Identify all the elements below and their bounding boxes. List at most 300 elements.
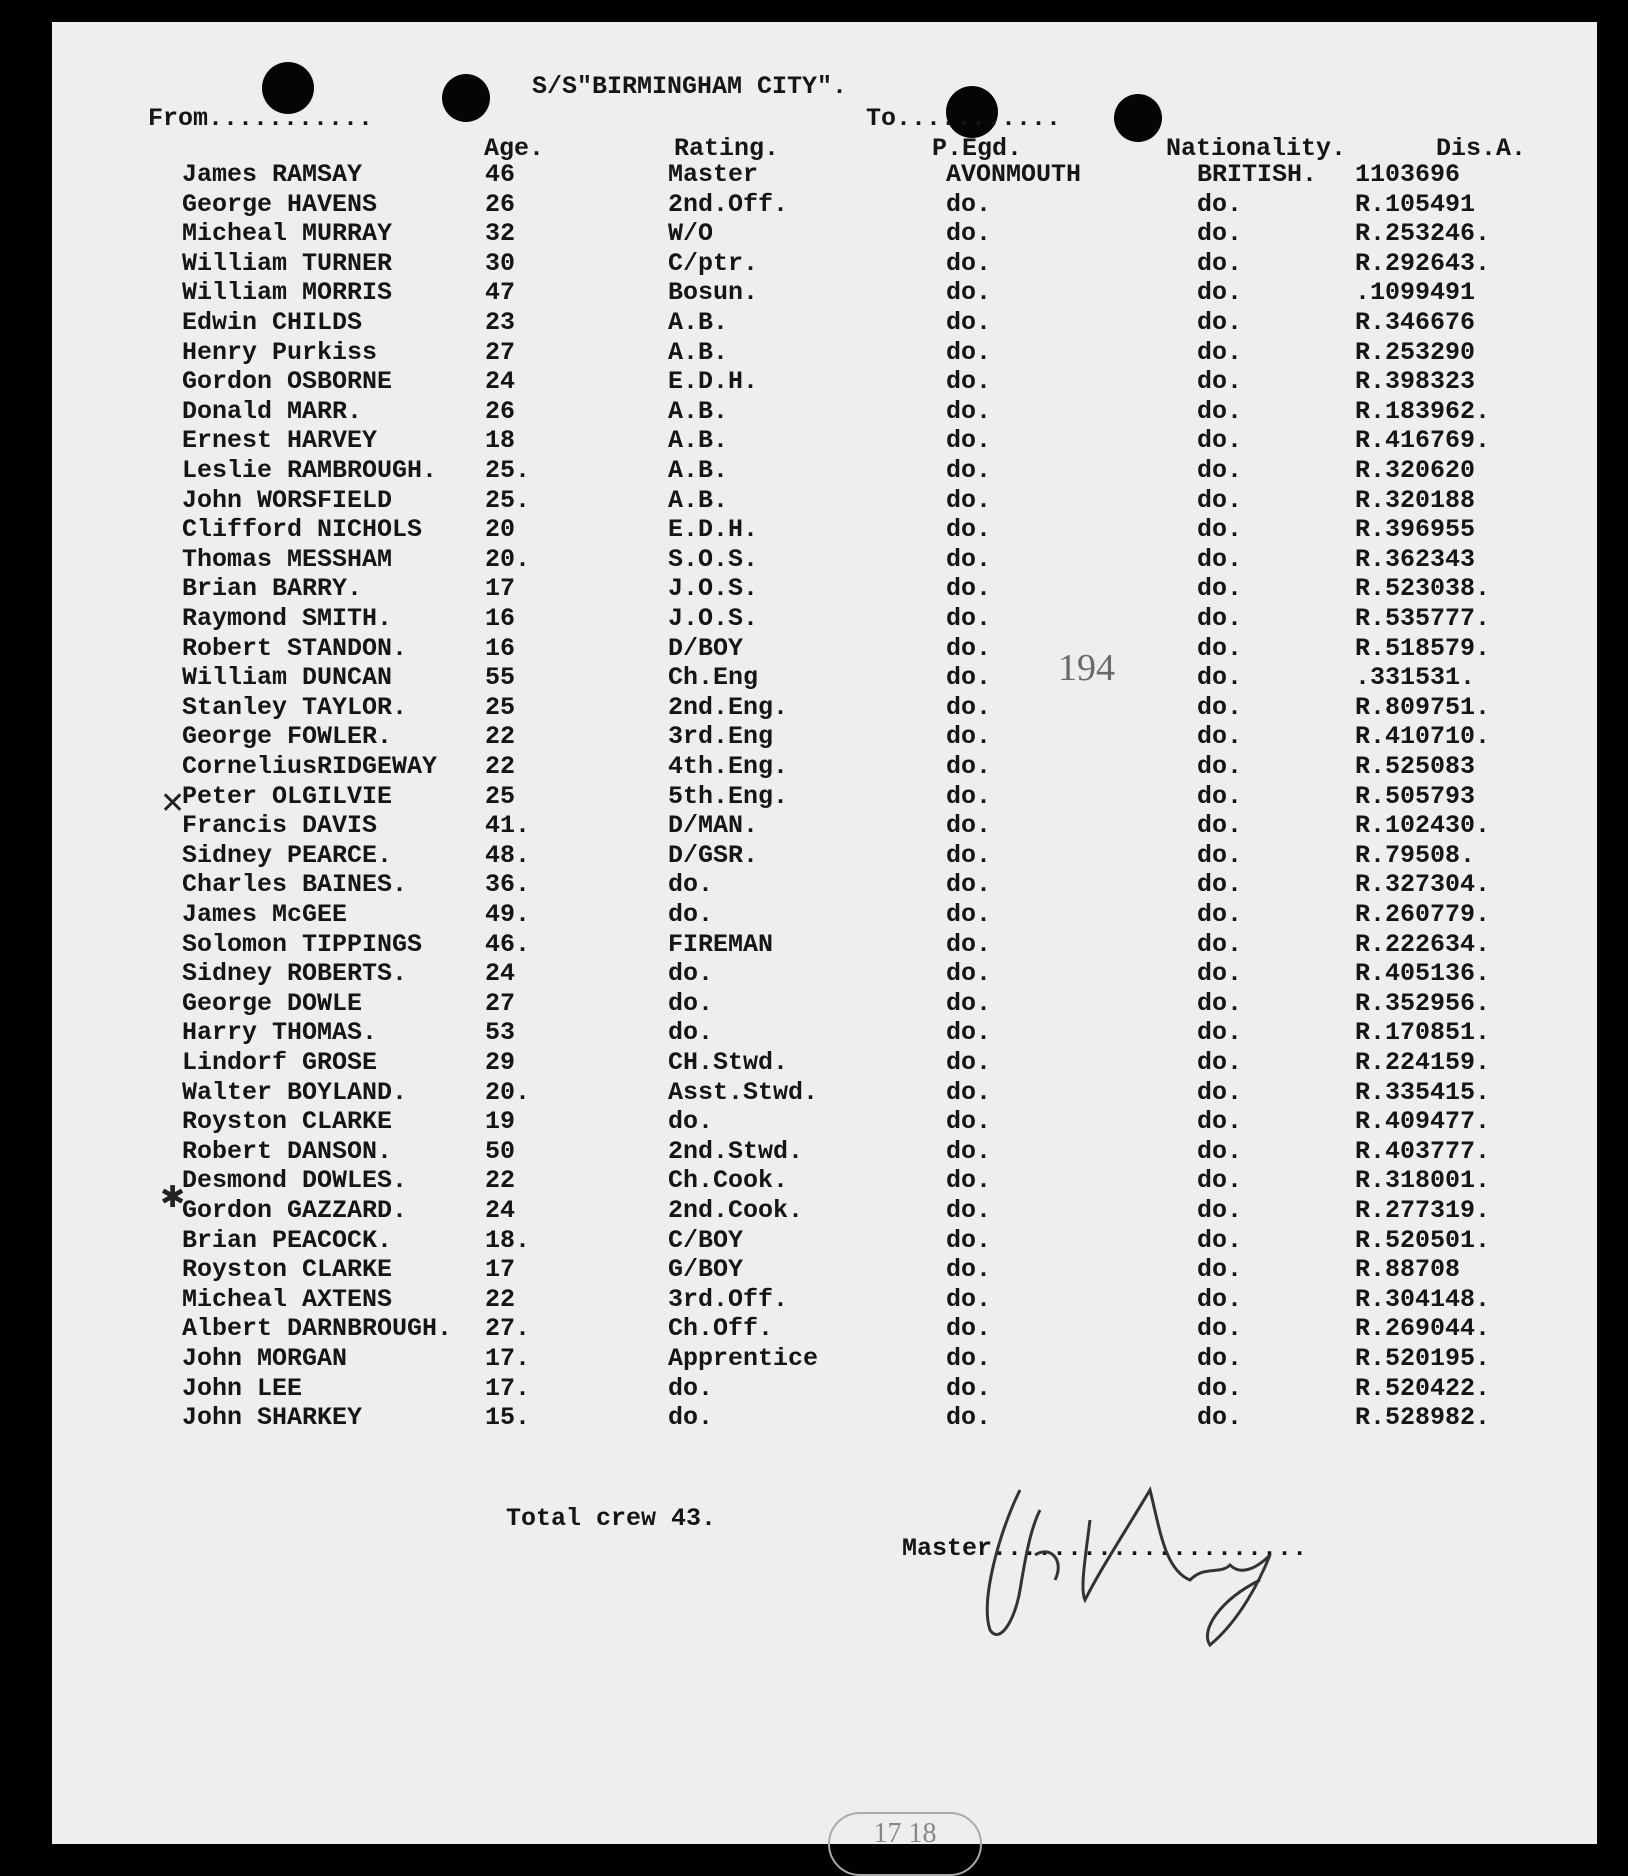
crew-rating: E.D.H. bbox=[668, 367, 759, 397]
table-row bbox=[0, 397, 1628, 427]
table-row bbox=[0, 870, 1628, 900]
crew-nationality: do. bbox=[1197, 1314, 1243, 1344]
crew-dis-number: R.327304. bbox=[1355, 870, 1491, 900]
crew-name: Micheal MURRAY bbox=[182, 219, 393, 249]
crew-port: do. bbox=[946, 840, 992, 870]
column-header-nationality: Nationality. bbox=[1166, 134, 1347, 163]
crew-rating: Apprentice bbox=[668, 1344, 819, 1373]
crew-name: John MORGAN bbox=[182, 1344, 348, 1373]
crew-nationality: do. bbox=[1197, 900, 1243, 929]
crew-nationality: do. bbox=[1197, 1225, 1243, 1255]
crew-age: 17. bbox=[485, 1344, 531, 1373]
column-header-port: P.Egd. bbox=[932, 134, 1023, 163]
crew-port: do. bbox=[946, 248, 992, 278]
crew-name: Peter OLGILVIE bbox=[182, 781, 393, 811]
crew-name: William TURNER bbox=[182, 248, 393, 278]
crew-nationality: do. bbox=[1197, 1077, 1243, 1107]
crew-name: CorneliusRIDGEWAY bbox=[182, 752, 438, 781]
crew-name: Sidney ROBERTS. bbox=[182, 959, 408, 989]
crew-dis-number: R.396955 bbox=[1355, 515, 1476, 545]
crew-port: do. bbox=[946, 604, 992, 633]
crew-nationality: do. bbox=[1197, 870, 1243, 900]
table-row bbox=[0, 752, 1628, 782]
crew-port: do. bbox=[946, 811, 992, 841]
crew-name: Robert DANSON. bbox=[182, 1136, 393, 1166]
table-row bbox=[0, 604, 1628, 634]
table-row bbox=[0, 338, 1628, 368]
crew-name: John LEE bbox=[182, 1373, 303, 1403]
crew-rating: A.B. bbox=[668, 308, 729, 337]
crew-rating: A.B. bbox=[668, 426, 729, 456]
crew-nationality: do. bbox=[1197, 278, 1243, 308]
crew-nationality: BRITISH. bbox=[1197, 160, 1318, 189]
crew-nationality: do. bbox=[1197, 811, 1243, 841]
crew-age: 18 bbox=[485, 426, 516, 456]
crew-nationality: do. bbox=[1197, 337, 1243, 367]
crew-rating: Ch.Off. bbox=[668, 1314, 774, 1344]
crew-dis-number: R.224159. bbox=[1355, 1048, 1491, 1077]
crew-rating: 2nd.Cook. bbox=[668, 1196, 804, 1225]
crew-dis-number: R.88708 bbox=[1355, 1255, 1461, 1285]
crew-name: Francis DAVIS bbox=[182, 811, 378, 841]
crew-dis-number: R.403777. bbox=[1355, 1136, 1491, 1166]
crew-age: 25. bbox=[485, 485, 531, 515]
crew-port: do. bbox=[946, 722, 992, 752]
table-row bbox=[0, 782, 1628, 812]
crew-dis-number: R.335415. bbox=[1355, 1077, 1491, 1107]
crew-age: 22 bbox=[485, 722, 516, 752]
crew-nationality: do. bbox=[1197, 1107, 1243, 1137]
table-row bbox=[0, 1314, 1628, 1344]
crew-name: Thomas MESSHAM bbox=[182, 544, 393, 574]
crew-rating: A.B. bbox=[668, 456, 729, 485]
crew-dis-number: R.253290 bbox=[1355, 337, 1476, 367]
crew-dis-number: R.102430. bbox=[1355, 811, 1491, 841]
crew-dis-number: R.79508. bbox=[1355, 840, 1476, 870]
crew-port: do. bbox=[946, 633, 992, 663]
crew-dis-number: R.520422. bbox=[1355, 1373, 1491, 1403]
crew-rating: Ch.Cook. bbox=[668, 1166, 789, 1196]
crew-age: 18. bbox=[485, 1225, 531, 1255]
crew-rating: 3rd.Off. bbox=[668, 1284, 789, 1314]
crew-dis-number: R.518579. bbox=[1355, 633, 1491, 663]
crew-nationality: do. bbox=[1197, 840, 1243, 870]
crew-age: 17. bbox=[485, 1373, 531, 1403]
crew-age: 17 bbox=[485, 574, 516, 604]
crew-rating: do. bbox=[668, 959, 714, 989]
table-row bbox=[0, 160, 1628, 190]
crew-age: 53 bbox=[485, 1018, 516, 1048]
table-row bbox=[0, 959, 1628, 989]
crew-name: James RAMSAY bbox=[182, 160, 363, 189]
crew-dis-number: R.405136. bbox=[1355, 959, 1491, 989]
crew-nationality: do. bbox=[1197, 1344, 1243, 1373]
table-row bbox=[0, 634, 1628, 664]
table-row bbox=[0, 1403, 1628, 1433]
crew-dis-number: R.260779. bbox=[1355, 900, 1491, 929]
crew-age: 16 bbox=[485, 604, 516, 633]
crew-age: 22 bbox=[485, 752, 516, 781]
crew-dis-number: R.523038. bbox=[1355, 574, 1491, 604]
crew-nationality: do. bbox=[1197, 219, 1243, 249]
crew-name: Lindorf GROSE bbox=[182, 1048, 378, 1077]
crew-dis-number: R.535777. bbox=[1355, 604, 1491, 633]
crew-rating: D/GSR. bbox=[668, 840, 759, 870]
crew-dis-number: R.253246. bbox=[1355, 219, 1491, 249]
crew-port: do. bbox=[946, 308, 992, 337]
crew-name: Gordon OSBORNE bbox=[182, 367, 393, 397]
table-row bbox=[0, 1137, 1628, 1167]
crew-name: George HAVENS bbox=[182, 189, 378, 219]
table-row bbox=[0, 545, 1628, 575]
crew-age: 15. bbox=[485, 1403, 531, 1433]
crew-age: 36. bbox=[485, 870, 531, 900]
crew-port: do. bbox=[946, 1373, 992, 1403]
crew-age: 41. bbox=[485, 811, 531, 841]
crew-dis-number: R.269044. bbox=[1355, 1314, 1491, 1344]
crew-port: do. bbox=[946, 900, 992, 929]
crew-age: 30 bbox=[485, 248, 516, 278]
crew-rating: D/MAN. bbox=[668, 811, 759, 841]
crew-age: 25. bbox=[485, 456, 531, 485]
crew-rating: D/BOY bbox=[668, 633, 744, 663]
crew-nationality: do. bbox=[1197, 1255, 1243, 1285]
crew-dis-number: .331531. bbox=[1355, 663, 1476, 693]
to-label: To........... bbox=[866, 104, 1062, 133]
crew-age: 16 bbox=[485, 633, 516, 663]
crew-name: George FOWLER. bbox=[182, 722, 393, 752]
crew-age: 24 bbox=[485, 1196, 516, 1225]
crew-port: do. bbox=[946, 1077, 992, 1107]
ship-title: S/S"BIRMINGHAM CITY". bbox=[532, 72, 848, 101]
table-row bbox=[0, 1344, 1628, 1374]
page-stamp: 17 18 bbox=[828, 1812, 982, 1876]
crew-port: do. bbox=[946, 663, 992, 693]
crew-dis-number: .1099491 bbox=[1355, 278, 1476, 308]
crew-dis-number: R.222634. bbox=[1355, 929, 1491, 959]
crew-dis-number: R.346676 bbox=[1355, 308, 1476, 337]
crew-age: 22 bbox=[485, 1166, 516, 1196]
crew-port: do. bbox=[946, 959, 992, 989]
crew-rating: do. bbox=[668, 870, 714, 900]
table-row bbox=[0, 367, 1628, 397]
crew-nationality: do. bbox=[1197, 456, 1243, 485]
crew-nationality: do. bbox=[1197, 604, 1243, 633]
crew-age: 25 bbox=[485, 692, 516, 722]
crew-nationality: do. bbox=[1197, 1196, 1243, 1225]
crew-rating: Bosun. bbox=[668, 278, 759, 308]
crew-port: do. bbox=[946, 988, 992, 1018]
crew-rating: 2nd.Eng. bbox=[668, 692, 789, 722]
crew-port: do. bbox=[946, 781, 992, 811]
table-row bbox=[0, 663, 1628, 693]
number-stamp: 194 bbox=[1058, 647, 1115, 689]
crew-dis-number: R.352956. bbox=[1355, 988, 1491, 1018]
crew-name: Sidney PEARCE. bbox=[182, 840, 393, 870]
crew-nationality: do. bbox=[1197, 308, 1243, 337]
crew-name: Harry THOMAS. bbox=[182, 1018, 378, 1048]
tick-mark: ✱ bbox=[160, 1180, 186, 1215]
crew-port: do. bbox=[946, 456, 992, 485]
crew-nationality: do. bbox=[1197, 929, 1243, 959]
crew-dis-number: R.505793 bbox=[1355, 781, 1476, 811]
crew-age: 55 bbox=[485, 663, 516, 693]
crew-name: Robert STANDON. bbox=[182, 633, 408, 663]
crew-age: 24 bbox=[485, 959, 516, 989]
crew-dis-number: R.528982. bbox=[1355, 1403, 1491, 1433]
crew-age: 48. bbox=[485, 840, 531, 870]
table-row bbox=[0, 426, 1628, 456]
crew-port: do. bbox=[946, 1166, 992, 1196]
crew-rating: G/BOY bbox=[668, 1255, 744, 1285]
crew-nationality: do. bbox=[1197, 1048, 1243, 1077]
crew-nationality: do. bbox=[1197, 988, 1243, 1018]
table-row bbox=[0, 219, 1628, 249]
crew-nationality: do. bbox=[1197, 189, 1243, 219]
crew-rating: do. bbox=[668, 1403, 714, 1433]
crew-name: Brian BARRY. bbox=[182, 574, 363, 604]
table-row bbox=[0, 249, 1628, 279]
crew-nationality: do. bbox=[1197, 1018, 1243, 1048]
table-row bbox=[0, 515, 1628, 545]
table-row bbox=[0, 190, 1628, 220]
table-row bbox=[0, 811, 1628, 841]
crew-nationality: do. bbox=[1197, 1284, 1243, 1314]
crew-nationality: do. bbox=[1197, 692, 1243, 722]
crew-age: 46 bbox=[485, 160, 516, 189]
crew-age: 24 bbox=[485, 367, 516, 397]
crew-port: do. bbox=[946, 1344, 992, 1373]
table-row bbox=[0, 308, 1628, 338]
table-row bbox=[0, 722, 1628, 752]
crew-port: do. bbox=[946, 1196, 992, 1225]
crew-nationality: do. bbox=[1197, 396, 1243, 426]
crew-dis-number: R.410710. bbox=[1355, 722, 1491, 752]
crew-port: do. bbox=[946, 278, 992, 308]
crew-rating: J.O.S. bbox=[668, 574, 759, 604]
crew-age: 26 bbox=[485, 396, 516, 426]
crew-name: Royston CLARKE bbox=[182, 1107, 393, 1137]
crew-rating: W/O bbox=[668, 219, 714, 249]
crew-nationality: do. bbox=[1197, 1136, 1243, 1166]
crew-name: Walter BOYLAND. bbox=[182, 1077, 408, 1107]
table-row bbox=[0, 693, 1628, 723]
crew-nationality: do. bbox=[1197, 544, 1243, 574]
crew-name: Stanley TAYLOR. bbox=[182, 692, 408, 722]
crew-age: 19 bbox=[485, 1107, 516, 1137]
crew-port: do. bbox=[946, 752, 992, 781]
table-row bbox=[0, 1226, 1628, 1256]
crew-name: Brian PEACOCK. bbox=[182, 1225, 393, 1255]
crew-rating: Ch.Eng bbox=[668, 663, 759, 693]
crew-name: Henry Purkiss bbox=[182, 337, 378, 367]
crew-age: 27 bbox=[485, 337, 516, 367]
crew-port: do. bbox=[946, 1048, 992, 1077]
crew-name: William MORRIS bbox=[182, 278, 393, 308]
crew-port: do. bbox=[946, 544, 992, 574]
crew-age: 29 bbox=[485, 1048, 516, 1077]
crew-nationality: do. bbox=[1197, 1373, 1243, 1403]
crew-rating: C/ptr. bbox=[668, 248, 759, 278]
crew-nationality: do. bbox=[1197, 426, 1243, 456]
crew-port: do. bbox=[946, 929, 992, 959]
crew-rating: Master bbox=[668, 160, 759, 189]
table-row bbox=[0, 989, 1628, 1019]
crew-rating: do. bbox=[668, 1018, 714, 1048]
crew-nationality: do. bbox=[1197, 367, 1243, 397]
crew-name: Micheal AXTENS bbox=[182, 1284, 393, 1314]
tick-mark: ✕ bbox=[160, 786, 186, 821]
crew-dis-number: R.277319. bbox=[1355, 1196, 1491, 1225]
crew-name: James McGEE bbox=[182, 900, 348, 929]
crew-name: Ernest HARVEY bbox=[182, 426, 378, 456]
crew-dis-number: R.398323 bbox=[1355, 367, 1476, 397]
crew-dis-number: R.520195. bbox=[1355, 1344, 1491, 1373]
crew-age: 46. bbox=[485, 929, 531, 959]
crew-nationality: do. bbox=[1197, 248, 1243, 278]
crew-port: do. bbox=[946, 1314, 992, 1344]
crew-port: do. bbox=[946, 692, 992, 722]
crew-rating: C/BOY bbox=[668, 1225, 744, 1255]
crew-rating: 5th.Eng. bbox=[668, 781, 789, 811]
crew-port: do. bbox=[946, 337, 992, 367]
total-crew: Total crew 43. bbox=[506, 1504, 717, 1533]
crew-rating: 4th.Eng. bbox=[668, 752, 789, 781]
crew-port: do. bbox=[946, 574, 992, 604]
crew-age: 23 bbox=[485, 308, 516, 337]
crew-nationality: do. bbox=[1197, 1403, 1243, 1433]
table-row bbox=[0, 1078, 1628, 1108]
crew-nationality: do. bbox=[1197, 1166, 1243, 1196]
crew-rating: J.O.S. bbox=[668, 604, 759, 633]
crew-dis-number: R.416769. bbox=[1355, 426, 1491, 456]
crew-port: do. bbox=[946, 1284, 992, 1314]
column-header-age: Age. bbox=[484, 134, 545, 163]
crew-name: Clifford NICHOLS bbox=[182, 515, 423, 545]
crew-dis-number: R.318001. bbox=[1355, 1166, 1491, 1196]
crew-dis-number: 1103696 bbox=[1355, 160, 1461, 189]
crew-nationality: do. bbox=[1197, 781, 1243, 811]
crew-age: 32 bbox=[485, 219, 516, 249]
crew-port: do. bbox=[946, 1136, 992, 1166]
crew-port: do. bbox=[946, 367, 992, 397]
crew-age: 47 bbox=[485, 278, 516, 308]
crew-name: Charles BAINES. bbox=[182, 870, 408, 900]
crew-name: Albert DARNBROUGH. bbox=[182, 1314, 453, 1344]
crew-age: 25 bbox=[485, 781, 516, 811]
crew-age: 20. bbox=[485, 1077, 531, 1107]
table-row bbox=[0, 1166, 1628, 1196]
crew-port: do. bbox=[946, 515, 992, 545]
crew-age: 17 bbox=[485, 1255, 516, 1285]
table-row bbox=[0, 1285, 1628, 1315]
crew-dis-number: R.362343 bbox=[1355, 544, 1476, 574]
crew-rating: FIREMAN bbox=[668, 929, 774, 959]
crew-dis-number: R.304148. bbox=[1355, 1284, 1491, 1314]
crew-age: 27. bbox=[485, 1314, 531, 1344]
crew-dis-number: R.170851. bbox=[1355, 1018, 1491, 1048]
crew-nationality: do. bbox=[1197, 663, 1243, 693]
crew-age: 20 bbox=[485, 515, 516, 545]
crew-rating: A.B. bbox=[668, 485, 729, 515]
table-row bbox=[0, 456, 1628, 486]
crew-port: do. bbox=[946, 485, 992, 515]
crew-name: John WORSFIELD bbox=[182, 485, 393, 515]
column-header-dis: Dis.A. bbox=[1436, 134, 1527, 163]
crew-port: do. bbox=[946, 219, 992, 249]
crew-port: do. bbox=[946, 1255, 992, 1285]
crew-rating: A.B. bbox=[668, 396, 729, 426]
crew-port: do. bbox=[946, 1225, 992, 1255]
crew-rating: E.D.H. bbox=[668, 515, 759, 545]
crew-dis-number: R.183962. bbox=[1355, 396, 1491, 426]
crew-name: Royston CLARKE bbox=[182, 1255, 393, 1285]
signature bbox=[960, 1470, 1300, 1660]
crew-dis-number: R.520501. bbox=[1355, 1225, 1491, 1255]
crew-dis-number: R.320620 bbox=[1355, 456, 1476, 485]
crew-port: do. bbox=[946, 1403, 992, 1433]
crew-nationality: do. bbox=[1197, 752, 1243, 781]
crew-age: 27 bbox=[485, 988, 516, 1018]
crew-name: George DOWLE bbox=[182, 988, 363, 1018]
crew-name: John SHARKEY bbox=[182, 1403, 363, 1433]
crew-name: Raymond SMITH. bbox=[182, 604, 393, 633]
from-label: From........... bbox=[148, 104, 374, 133]
crew-nationality: do. bbox=[1197, 722, 1243, 752]
table-row bbox=[0, 841, 1628, 871]
column-header-rating: Rating. bbox=[674, 134, 780, 163]
crew-dis-number: R.292643. bbox=[1355, 248, 1491, 278]
crew-nationality: do. bbox=[1197, 959, 1243, 989]
master-label: Master..................... bbox=[902, 1534, 1308, 1563]
crew-dis-number: R.525083 bbox=[1355, 752, 1476, 781]
crew-dis-number: R.809751. bbox=[1355, 692, 1491, 722]
crew-nationality: do. bbox=[1197, 574, 1243, 604]
crew-port: do. bbox=[946, 426, 992, 456]
crew-port: do. bbox=[946, 1107, 992, 1137]
crew-name: Gordon GAZZARD. bbox=[182, 1196, 408, 1225]
table-row bbox=[0, 1107, 1628, 1137]
crew-port: AVONMOUTH bbox=[946, 160, 1082, 189]
crew-dis-number: R.105491 bbox=[1355, 189, 1476, 219]
table-row bbox=[0, 1374, 1628, 1404]
crew-rating: CH.Stwd. bbox=[668, 1048, 789, 1077]
crew-age: 26 bbox=[485, 189, 516, 219]
table-row bbox=[0, 1018, 1628, 1048]
crew-dis-number: R.320188 bbox=[1355, 485, 1476, 515]
crew-nationality: do. bbox=[1197, 485, 1243, 515]
table-row bbox=[0, 1196, 1628, 1226]
table-row bbox=[0, 574, 1628, 604]
crew-rating: do. bbox=[668, 988, 714, 1018]
crew-age: 50 bbox=[485, 1136, 516, 1166]
table-row bbox=[0, 930, 1628, 960]
crew-nationality: do. bbox=[1197, 633, 1243, 663]
crew-port: do. bbox=[946, 189, 992, 219]
crew-port: do. bbox=[946, 1018, 992, 1048]
crew-name: William DUNCAN bbox=[182, 663, 393, 693]
crew-rating: 2nd.Off. bbox=[668, 189, 789, 219]
crew-name: Leslie RAMBROUGH. bbox=[182, 456, 438, 485]
crew-rating: 3rd.Eng bbox=[668, 722, 774, 752]
crew-rating: do. bbox=[668, 1107, 714, 1137]
table-row bbox=[0, 1048, 1628, 1078]
crew-port: do. bbox=[946, 870, 992, 900]
crew-age: 22 bbox=[485, 1284, 516, 1314]
table-row bbox=[0, 278, 1628, 308]
crew-rating: do. bbox=[668, 1373, 714, 1403]
crew-name: Edwin CHILDS bbox=[182, 308, 363, 337]
